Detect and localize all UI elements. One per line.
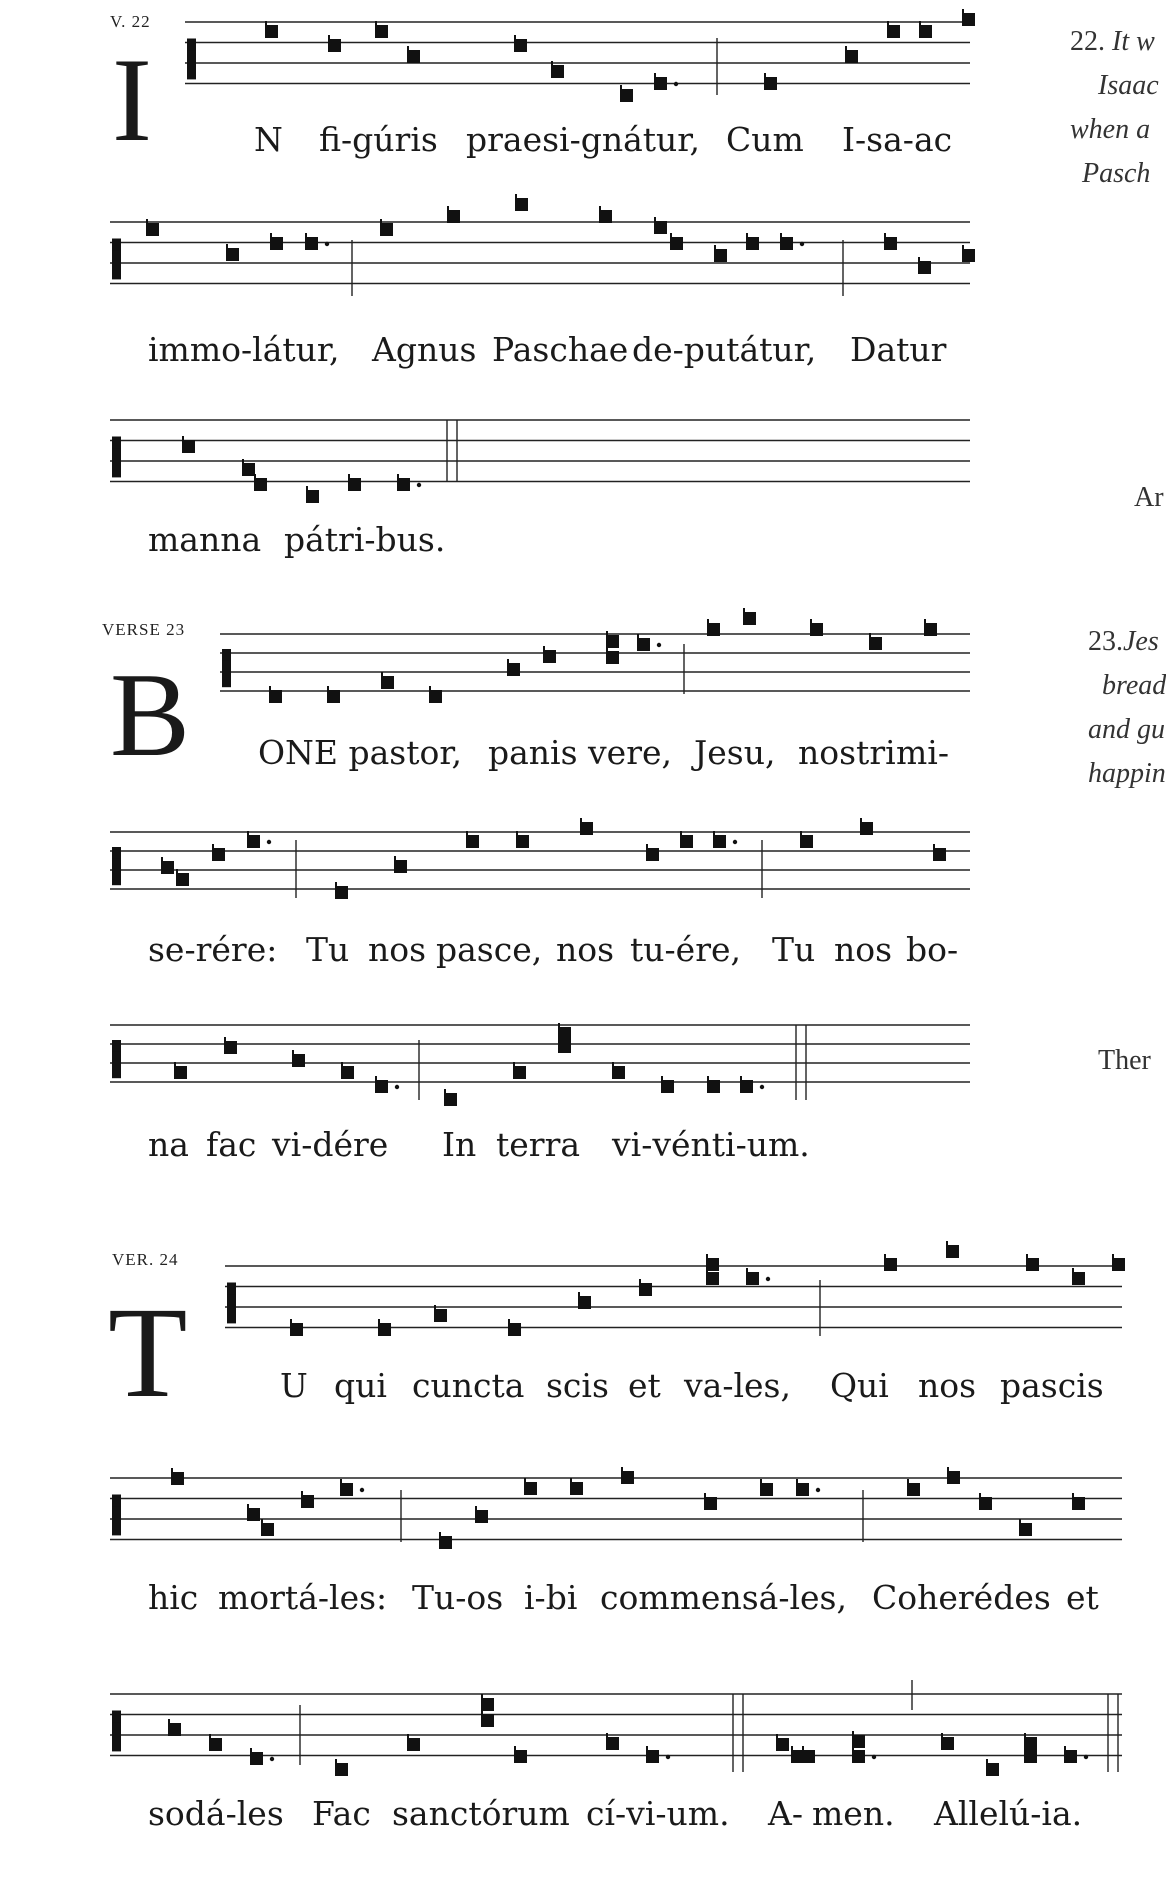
lyric-syllable: bo- (906, 930, 959, 969)
lyric-syllable: Datur (850, 330, 947, 369)
note-tail (551, 61, 553, 67)
translation-line: and gu (1088, 714, 1165, 745)
lyric-syllable: Tu-os (412, 1578, 504, 1617)
note-tail (620, 85, 622, 91)
note-tail (621, 1467, 623, 1473)
note-tail (919, 21, 921, 27)
translation-line: It w (1112, 26, 1155, 57)
note-tail (306, 486, 308, 492)
note-tail (168, 1719, 170, 1725)
note-tail (884, 1254, 886, 1260)
note-tail (612, 1062, 614, 1068)
note-tail (780, 233, 782, 239)
note-tail (381, 672, 383, 678)
translation-line: happin (1088, 758, 1166, 789)
note-tail (791, 1746, 793, 1752)
note-tail (269, 686, 271, 692)
lyric-syllable: fac (206, 1125, 257, 1164)
note-tail (270, 233, 272, 239)
note-tail (606, 1733, 608, 1739)
note-tail (250, 1748, 252, 1754)
note-dot (674, 82, 678, 86)
note-tail (397, 474, 399, 480)
translation-number: 23. (1088, 626, 1123, 657)
note-tail (1019, 1519, 1021, 1525)
note-tail (507, 659, 509, 665)
note-tail (860, 818, 862, 824)
clef-icon (112, 251, 121, 280)
lyric-syllable: U (280, 1366, 308, 1405)
lyric-syllable: Agnus (372, 330, 477, 369)
note-tail (514, 1746, 516, 1752)
note-tail (265, 21, 267, 27)
note-dot (872, 1755, 876, 1759)
note-dot (1084, 1755, 1088, 1759)
lyric-syllable: Coherédes (872, 1578, 1051, 1617)
note-dot (666, 1755, 670, 1759)
staff-lines (110, 22, 1122, 1756)
lyric-syllable: terra (496, 1125, 581, 1164)
note-tail (654, 217, 656, 223)
note-tail (247, 831, 249, 837)
lyric-syllable: na (148, 1125, 189, 1164)
note-tail (740, 1076, 742, 1082)
translation-fragment: Ther (1098, 1045, 1151, 1076)
note-dot (395, 1085, 399, 1089)
note-tail (887, 21, 889, 27)
note-tail (242, 459, 244, 465)
lyric-syllable: scis (546, 1366, 609, 1405)
lyric-syllable: vi-vénti-um. (612, 1125, 810, 1164)
note-dot (270, 1757, 274, 1761)
lyric-syllable: I-sa-ac (842, 120, 953, 159)
note-tail (852, 1746, 854, 1752)
note-tail (852, 1731, 854, 1737)
note-tail (924, 619, 926, 625)
translation-line: Isaac (1098, 70, 1159, 101)
note-tail (962, 245, 964, 251)
note-tail (776, 1734, 778, 1740)
lyric-syllable: et (1066, 1578, 1099, 1617)
note-dot (733, 840, 737, 844)
lyric-syllable: qui (334, 1366, 387, 1405)
lyric-syllable: mortá-les: (218, 1578, 388, 1617)
note-tail (161, 857, 163, 863)
note-tail (599, 206, 601, 212)
note-tail (466, 831, 468, 837)
lyric-syllable: nos (918, 1366, 977, 1405)
note-tail (475, 1506, 477, 1512)
note-tail (800, 831, 802, 837)
note-tail (174, 1062, 176, 1068)
note-tail (746, 233, 748, 239)
note-tail (639, 1279, 641, 1285)
note-tail (340, 1479, 342, 1485)
note-tail (707, 1076, 709, 1082)
lyric-syllable: vi-dére (272, 1125, 389, 1164)
note-tail (1026, 1254, 1028, 1260)
lyric-syllable: praesi-gnátur, (466, 120, 700, 159)
note-tail (394, 856, 396, 862)
lyric-syllable: se-rére: (148, 930, 278, 969)
note-tail (407, 1734, 409, 1740)
note-tail (305, 233, 307, 239)
note-tail (378, 1319, 380, 1325)
verse-label-22: V. 22 (110, 12, 151, 31)
clef-icon (112, 1052, 121, 1079)
lyric-syllable: Fac (312, 1794, 371, 1833)
note-tail (580, 818, 582, 824)
lyric-syllable: nostri (798, 733, 896, 772)
note-dot (657, 643, 661, 647)
drop-cap-initial-23: B (110, 648, 191, 781)
note-tail (869, 633, 871, 639)
note-tail (447, 206, 449, 212)
lyric-syllable: Qui (830, 1366, 889, 1405)
note-tail (176, 869, 178, 875)
lyric-syllable: sanctórum (392, 1794, 570, 1833)
note-tail (375, 21, 377, 27)
note-tail (979, 1493, 981, 1499)
note-tail (1072, 1493, 1074, 1499)
note-tail (429, 686, 431, 692)
lyric-syllable: commensá-les, (600, 1578, 847, 1617)
clef-icon (112, 859, 121, 886)
note-tail (706, 1254, 708, 1260)
note-tail (654, 73, 656, 79)
note-tail (515, 194, 517, 200)
note-tail (261, 1519, 263, 1525)
note-tail (543, 646, 545, 652)
note-dot (325, 242, 329, 246)
lyric-syllable: immo-látur, (148, 330, 340, 369)
lyric-syllable: men. (812, 1794, 895, 1833)
note-tail (946, 1241, 948, 1247)
note-tail (661, 1076, 663, 1082)
note-tail (434, 1305, 436, 1311)
note-tail (760, 1479, 762, 1485)
note-tail (524, 1478, 526, 1484)
note-tail (646, 1746, 648, 1752)
lyric-syllable: tu-ére, (630, 930, 741, 969)
note-tail (380, 219, 382, 225)
clef-icon (112, 449, 121, 478)
neumes (112, 9, 1125, 1776)
note-tail (670, 233, 672, 239)
note-tail (290, 1319, 292, 1325)
lyric-syllable: de-putátur, (632, 330, 817, 369)
lyric-syllable: pasce, (436, 930, 543, 969)
note-tail (570, 1478, 572, 1484)
note-tail (1064, 1746, 1066, 1752)
note-dot (800, 242, 804, 246)
lyric-syllable: sodá-les (148, 1794, 284, 1833)
note-tail (606, 647, 608, 653)
note-dot (360, 1488, 364, 1492)
note-tail (933, 844, 935, 850)
note-tail (637, 634, 639, 640)
note-tail (1112, 1254, 1114, 1260)
note-tail (1072, 1268, 1074, 1274)
note-tail (764, 73, 766, 79)
translation-fragment: Ar (1134, 482, 1164, 513)
note-tail (171, 1468, 173, 1474)
lyric-syllable: manna (148, 520, 262, 559)
note-dot (267, 840, 271, 844)
note-tail (646, 844, 648, 850)
lyric-syllable: va-les, (684, 1366, 791, 1405)
note-tail (907, 1479, 909, 1485)
lyric-syllable: pátri-bus. (284, 520, 446, 559)
lyric-syllable: pascis (1000, 1366, 1104, 1405)
note-tail (146, 219, 148, 225)
note-tail (743, 608, 745, 614)
clef-icon (227, 1295, 236, 1324)
lyric-syllable: Jesu, (694, 733, 776, 772)
note-tail (301, 1491, 303, 1497)
note-tail (746, 1268, 748, 1274)
note-tail (578, 1292, 580, 1298)
note-tail (335, 1759, 337, 1765)
lyric-syllable: Paschae (492, 330, 629, 369)
note-tail (704, 1493, 706, 1499)
note-tail (845, 46, 847, 52)
note-tail (962, 9, 964, 15)
note-tail (513, 1062, 515, 1068)
note-tail (1024, 1733, 1026, 1739)
lyric-syllable: nos (556, 930, 615, 969)
note-tail (941, 1733, 943, 1739)
translation-line: Jes (1123, 626, 1159, 657)
note-tail (947, 1467, 949, 1473)
translation-line: Pasch (1082, 158, 1151, 189)
note-tail (444, 1089, 446, 1095)
lyric-syllable: mi- (896, 733, 949, 772)
translation-line: when a (1070, 114, 1151, 145)
note-tail (810, 619, 812, 625)
lyric-syllable: A- (768, 1794, 803, 1833)
note-tail (884, 233, 886, 239)
drop-cap-initial-22: I (112, 33, 152, 166)
note-tail (481, 1710, 483, 1716)
note-tail (328, 35, 330, 41)
translation-line: bread (1102, 670, 1166, 701)
lyric-syllable: fi-gúris (319, 120, 438, 159)
note-dot (816, 1488, 820, 1492)
note-tail (713, 831, 715, 837)
clef-icon (112, 1507, 121, 1536)
note-tail (348, 474, 350, 480)
note-tail (1024, 1746, 1026, 1752)
note-tail (327, 686, 329, 692)
verse-label-23: VERSE 23 (102, 620, 186, 639)
lyric-syllable: nos (834, 930, 893, 969)
lyric-syllable: Tu (772, 930, 816, 969)
drop-cap-initial-24: T (108, 1281, 188, 1425)
lyric-syllable: et (628, 1366, 661, 1405)
lyric-syllable: i-bi (524, 1578, 578, 1617)
note-tail (375, 1076, 377, 1082)
lyric-syllable: ONE pastor, (258, 733, 463, 772)
lyric-syllable: cuncta (412, 1366, 525, 1405)
note-tail (558, 1023, 560, 1029)
note-tail (714, 245, 716, 251)
lyric-syllable: nos (368, 930, 427, 969)
clef-icon (222, 661, 231, 688)
note-tail (209, 1734, 211, 1740)
note-tail (918, 257, 920, 263)
note-tail (707, 619, 709, 625)
note-dot (417, 483, 421, 487)
note-tail (407, 46, 409, 52)
note-tail (514, 35, 516, 41)
note-tail (606, 631, 608, 637)
note-tail (796, 1479, 798, 1485)
note-tail (254, 474, 256, 480)
verse-label-24: VER. 24 (112, 1250, 179, 1269)
note-dot (760, 1085, 764, 1089)
lyric-syllable: Allelú-ia. (934, 1794, 1083, 1833)
lyric-syllable: panis vere, (488, 733, 672, 772)
lyric-syllable: In (442, 1125, 477, 1164)
note-tail (439, 1532, 441, 1538)
note-tail (335, 882, 337, 888)
note-tail (508, 1319, 510, 1325)
note-tail (986, 1759, 988, 1765)
note-tail (247, 1504, 249, 1510)
note-tail (481, 1694, 483, 1700)
clef-icon (112, 1723, 121, 1752)
lyric-syllable: hic (148, 1578, 199, 1617)
note-tail (341, 1062, 343, 1068)
note-tail (182, 436, 184, 442)
note-tail (292, 1050, 294, 1056)
lyric-syllable: N (254, 120, 283, 159)
note-tail (680, 831, 682, 837)
note-dot (766, 1277, 770, 1281)
note-tail (224, 1037, 226, 1043)
lyric-syllable: cí-vi-um. (586, 1794, 730, 1833)
note-tail (516, 831, 518, 837)
clef-icon (187, 51, 196, 80)
note-tail (212, 844, 214, 850)
translation-number: 22. (1070, 26, 1105, 57)
note-tail (226, 244, 228, 250)
note-tail (802, 1746, 804, 1752)
lyric-syllable: Cum (726, 120, 804, 159)
lyric-syllable: Tu (306, 930, 350, 969)
